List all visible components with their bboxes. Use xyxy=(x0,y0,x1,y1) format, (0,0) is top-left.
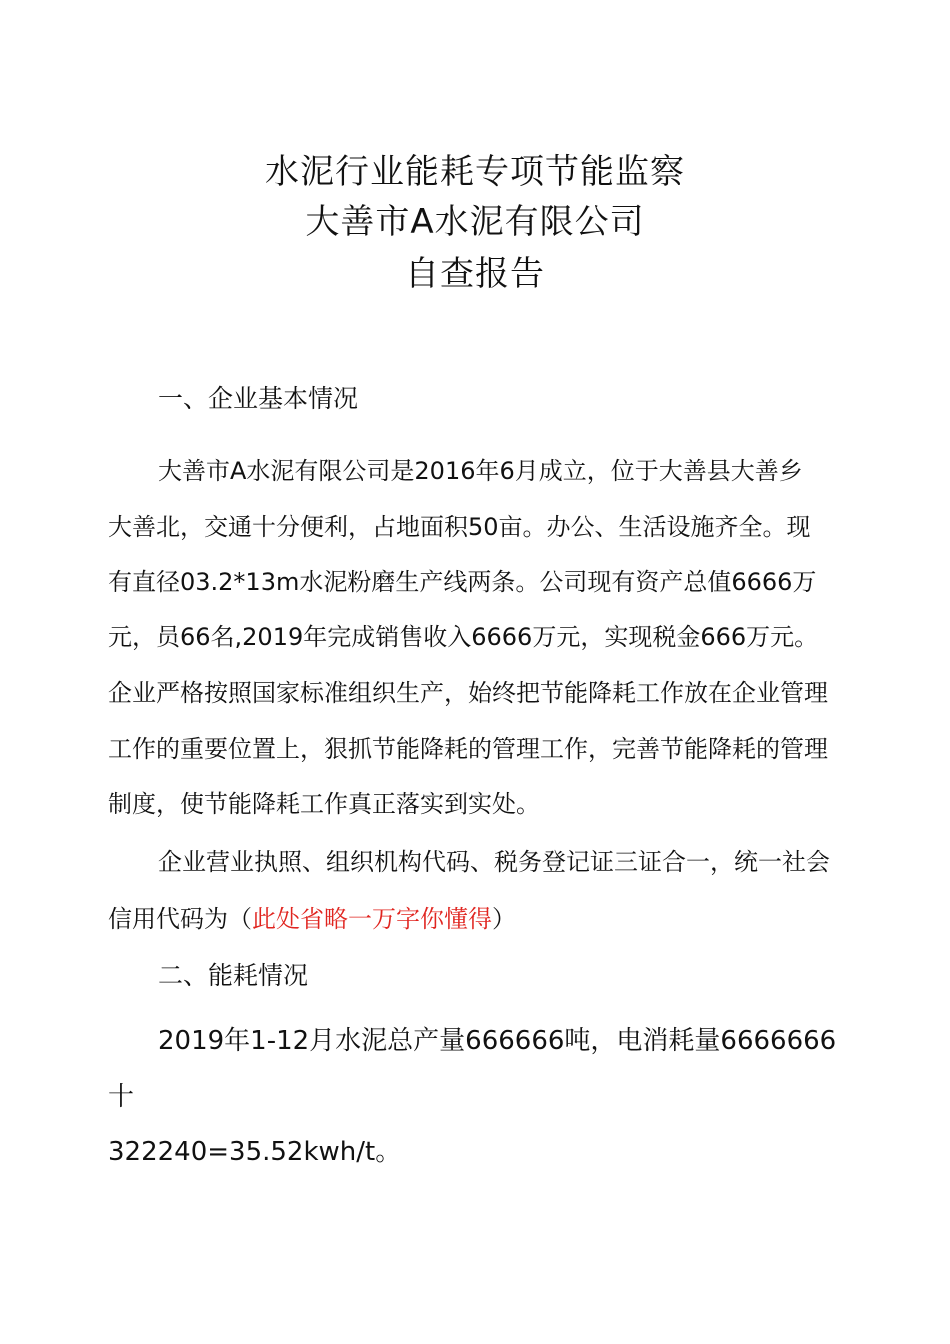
title-line-1: 水泥行业能耗专项节能监察 xyxy=(265,152,685,192)
energy-line: 2019年1-12月水泥总产量666666吨，电消耗量6666666 xyxy=(158,1026,837,1056)
paragraph-line: 企业营业执照、组织机构代码、税务登记证三证合一，统一社会 xyxy=(158,848,830,876)
section-heading-energy: 二、能耗情况 xyxy=(158,961,309,990)
title-line-2: 大善市A水泥有限公司 xyxy=(305,202,645,242)
paragraph-line: 元，员66名,2019年完成销售收入6666万元，实现税金666万元。 xyxy=(108,623,819,651)
section-heading-basic-info: 一、企业基本情况 xyxy=(158,384,359,413)
paragraph-line: 有直径03.2*13m水泥粉磨生产线两条。公司现有资产总值6666万 xyxy=(108,568,817,596)
paragraph-line: 制度，使节能降耗工作真正落实到实处。 xyxy=(108,790,540,818)
paragraph-line: 企业严格按照国家标准组织生产，始终把节能降耗工作放在企业管理 xyxy=(108,679,828,707)
credit-code-line xyxy=(108,903,516,935)
title-line-3: 自查报告 xyxy=(405,254,545,294)
energy-line: 322240=35.52kwh/t。 xyxy=(108,1137,402,1167)
paragraph-line: 大善北，交通十分便利，占地面积50亩。办公、生活设施齐全。现 xyxy=(108,513,811,541)
energy-line: 十 xyxy=(108,1082,135,1112)
credit-code-omitted-note: 此处省略一万字你懂得 xyxy=(252,905,492,933)
paragraph-line: 大善市A水泥有限公司是2016年6月成立，位于大善县大善乡 xyxy=(158,457,803,485)
credit-code-suffix: ） xyxy=(492,905,516,933)
paragraph-line: 工作的重要位置上，狠抓节能降耗的管理工作，完善节能降耗的管理 xyxy=(108,735,828,763)
credit-code-prefix: 信用代码为（ xyxy=(108,905,252,933)
